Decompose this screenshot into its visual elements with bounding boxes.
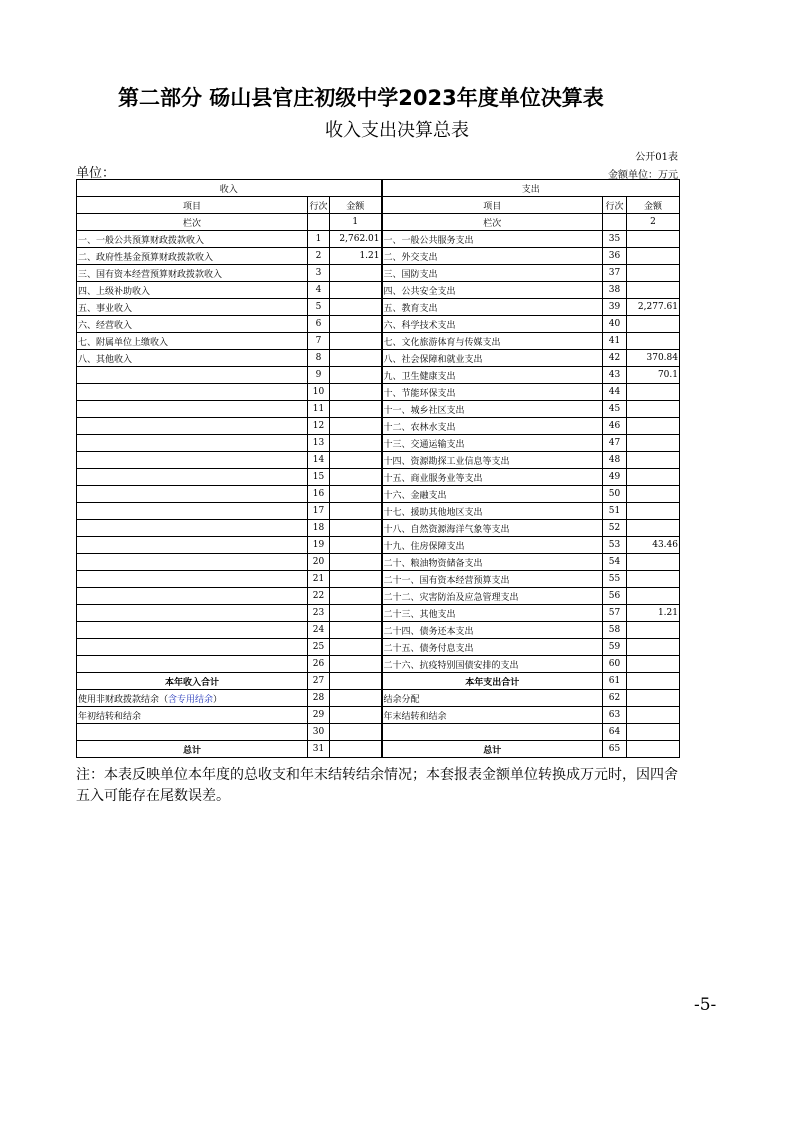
expense-item: 六、科学技术支出 [382,316,603,333]
balance-row [77,707,680,724]
expense-grand-total-label: 总计 [382,741,603,758]
table-row [77,639,680,656]
expense-item: 十一、城乡社区支出 [382,401,603,418]
income-item [77,418,308,435]
income-line: 14 [308,452,330,469]
income-item [77,537,308,554]
expense-grand-total-line: 65 [603,741,627,758]
income-line: 13 [308,435,330,452]
income-amount [330,401,382,418]
table-header-row [77,180,680,197]
income-total-label: 本年收入合计 [77,673,308,690]
nonfiscal-suffix: ） [213,694,223,705]
expense-item: 二、外交支出 [382,248,603,265]
expense-item: 十五、商业服务业等支出 [382,469,603,486]
expense-amount [627,452,680,469]
table-row [77,367,680,384]
income-line: 24 [308,622,330,639]
expense-amount: 370.84 [627,350,680,367]
income-item [77,367,308,384]
income-amount [330,639,382,656]
expense-header: 支出 [382,180,680,197]
expense-amount [627,316,680,333]
income-item [77,520,308,537]
income-amount [330,486,382,503]
income-item [77,605,308,622]
form-number: 公开01表 [635,152,678,163]
income-item [77,622,308,639]
income-line: 10 [308,384,330,401]
income-line: 8 [308,350,330,367]
income-amount [330,299,382,316]
empty-cell [603,214,627,231]
blank-right-line: 64 [603,724,627,741]
income-item-header: 项目 [77,197,308,214]
expense-column-number: 2 [627,214,680,231]
nonfiscal-surplus-row [77,690,680,707]
expense-amount: 2,277.61 [627,299,680,316]
expense-item: 十六、金融支出 [382,486,603,503]
empty-cell [330,741,382,758]
income-amount [330,316,382,333]
page-number: -5- [694,995,717,1015]
empty-cell [627,724,680,741]
table-row [77,588,680,605]
empty-cell [382,724,603,741]
expense-line: 45 [603,401,627,418]
expense-line: 52 [603,520,627,537]
income-amount [330,537,382,554]
income-amount: 2,762.01 [330,231,382,248]
income-header: 收入 [77,180,382,197]
expense-line: 59 [603,639,627,656]
income-amount [330,622,382,639]
expense-item: 二十四、债务还本支出 [382,622,603,639]
table-subtitle: 收入支出决算总表 [325,120,469,141]
expense-line: 58 [603,622,627,639]
income-line: 7 [308,333,330,350]
table-row [77,265,680,282]
expense-item: 二十六、抗疫特别国债安排的支出 [382,656,603,673]
income-item [77,588,308,605]
income-item [77,435,308,452]
expense-item: 九、卫生健康支出 [382,367,603,384]
expense-line: 36 [603,248,627,265]
expense-item: 二十五、债务付息支出 [382,639,603,656]
expense-item: 七、文化旅游体育与传媒支出 [382,333,603,350]
income-amount: 1.21 [330,248,382,265]
income-item [77,656,308,673]
income-amount [330,418,382,435]
expense-line: 49 [603,469,627,486]
expense-amount [627,469,680,486]
table-row [77,571,680,588]
expense-item: 十七、援助其他地区支出 [382,503,603,520]
expense-amount [627,520,680,537]
grand-total-row [77,741,680,758]
expense-amount [627,435,680,452]
income-item: 二、政府性基金预算财政拨款收入 [77,248,308,265]
income-amount [330,656,382,673]
expense-item: 四、公共安全支出 [382,282,603,299]
income-amount [330,350,382,367]
expense-amount: 1.21 [627,605,680,622]
unit-label: 单位： [76,166,116,181]
income-item: 五、事业收入 [77,299,308,316]
expense-total-label: 本年支出合计 [382,673,603,690]
expense-amount [627,656,680,673]
income-total-amount [330,673,382,690]
table-row [77,333,680,350]
expense-line: 50 [603,486,627,503]
nonfiscal-surplus-label [77,690,308,707]
expense-amount [627,588,680,605]
income-item [77,452,308,469]
income-amount [330,452,382,469]
expense-line: 44 [603,384,627,401]
expense-line: 41 [603,333,627,350]
income-amount [330,571,382,588]
income-amount [330,384,382,401]
income-line: 9 [308,367,330,384]
income-amount [330,520,382,537]
income-line: 20 [308,554,330,571]
nonfiscal-line: 28 [308,690,330,707]
income-line: 5 [308,299,330,316]
income-line: 17 [308,503,330,520]
empty-cell [308,214,330,231]
expense-item: 二十一、国有资本经营预算支出 [382,571,603,588]
income-line: 2 [308,248,330,265]
expense-amount [627,282,680,299]
income-total-line: 27 [308,673,330,690]
income-line: 4 [308,282,330,299]
expense-item: 十八、自然资源海洋气象等支出 [382,520,603,537]
income-item [77,401,308,418]
expense-line: 38 [603,282,627,299]
income-line: 19 [308,537,330,554]
expense-amount [627,401,680,418]
expense-item: 十三、交通运输支出 [382,435,603,452]
income-line: 26 [308,656,330,673]
expense-line: 35 [603,231,627,248]
expense-amount-header: 金额 [627,197,680,214]
expense-line: 43 [603,367,627,384]
expense-item: 一、一般公共服务支出 [382,231,603,248]
income-item [77,571,308,588]
money-unit: 金额单位：万元 [608,170,678,181]
expense-line: 51 [603,503,627,520]
expense-line: 56 [603,588,627,605]
income-item [77,554,308,571]
income-item: 七、附属单位上缴收入 [77,333,308,350]
expense-item: 八、社会保障和就业支出 [382,350,603,367]
surplus-distribution-label: 结余分配 [382,690,603,707]
table-row [77,605,680,622]
expense-item: 二十二、灾害防治及应急管理支出 [382,588,603,605]
income-amount [330,265,382,282]
income-line: 15 [308,469,330,486]
expense-amount [627,231,680,248]
empty-cell [627,741,680,758]
expense-item: 五、教育支出 [382,299,603,316]
income-amount [330,469,382,486]
nonfiscal-prefix: 使用非财政拨款结余（ [78,694,169,705]
expense-line: 47 [603,435,627,452]
expense-total-amount [627,673,680,690]
empty-cell [77,724,308,741]
expense-line: 40 [603,316,627,333]
income-item: 六、经营收入 [77,316,308,333]
end-balance-line: 63 [603,707,627,724]
income-item [77,503,308,520]
expense-line: 53 [603,537,627,554]
empty-cell [330,724,382,741]
income-line: 12 [308,418,330,435]
expense-item: 十二、农林水支出 [382,418,603,435]
income-item [77,384,308,401]
table-row [77,486,680,503]
income-column-label: 栏次 [77,214,308,231]
income-line: 16 [308,486,330,503]
expense-line: 42 [603,350,627,367]
income-amount [330,435,382,452]
income-line: 11 [308,401,330,418]
income-amount [330,282,382,299]
table-row [77,248,680,265]
table-row [77,231,680,248]
expense-total-line: 61 [603,673,627,690]
blank-left-line: 30 [308,724,330,741]
blank-row [77,724,680,741]
expense-item: 十、节能环保支出 [382,384,603,401]
expense-item: 十九、住房保障支出 [382,537,603,554]
expense-amount [627,622,680,639]
income-amount [330,503,382,520]
page-title: 第二部分 砀山县官庄初级中学2023年度单位决算表 [118,86,604,110]
income-expense-table [76,179,680,758]
income-item: 三、国有资本经营预算财政拨款收入 [77,265,308,282]
table-row [77,350,680,367]
expense-line-header: 行次 [603,197,627,214]
begin-balance-label: 年初结转和结余 [77,707,308,724]
empty-cell [627,707,680,724]
table-row [77,401,680,418]
table-row [77,469,680,486]
income-line: 1 [308,231,330,248]
expense-line: 37 [603,265,627,282]
expense-item: 二十三、其他支出 [382,605,603,622]
expense-line: 39 [603,299,627,316]
table-row [77,316,680,333]
income-item: 四、上级补助收入 [77,282,308,299]
expense-item: 十四、资源勘探工业信息等支出 [382,452,603,469]
table-row [77,299,680,316]
table-row [77,656,680,673]
income-column-number: 1 [330,214,382,231]
annual-total-row [77,673,680,690]
expense-amount [627,265,680,282]
empty-cell [330,690,382,707]
table-row [77,384,680,401]
income-line: 18 [308,520,330,537]
table-row [77,435,680,452]
income-item [77,639,308,656]
income-line: 25 [308,639,330,656]
income-line: 6 [308,316,330,333]
expense-line: 46 [603,418,627,435]
table-row [77,537,680,554]
expense-line: 60 [603,656,627,673]
table-row [77,418,680,435]
empty-cell [627,690,680,707]
table-row [77,554,680,571]
income-amount [330,367,382,384]
special-surplus-text: 含专用结余 [168,694,214,705]
expense-item: 三、国防支出 [382,265,603,282]
table-row [77,503,680,520]
income-line: 3 [308,265,330,282]
begin-balance-line: 29 [308,707,330,724]
income-amount [330,333,382,350]
income-line-header: 行次 [308,197,330,214]
income-grand-total-label: 总计 [77,741,308,758]
table-row [77,452,680,469]
expense-amount [627,384,680,401]
column-header-row [77,197,680,214]
table-row [77,622,680,639]
expense-item-header: 项目 [382,197,603,214]
income-amount [330,605,382,622]
footnote: 注：本表反映单位本年度的总收支和年末结转结余情况；本套报表金额单位转换成万元时，因四舍五入可能存在尾数误差。 [76,767,678,804]
income-amount [330,588,382,605]
end-balance-label: 年末结转和结余 [382,707,603,724]
table-row [77,282,680,299]
income-item [77,486,308,503]
income-line: 23 [308,605,330,622]
income-item: 八、其他收入 [77,350,308,367]
expense-amount: 70.1 [627,367,680,384]
table-row [77,520,680,537]
expense-amount [627,554,680,571]
income-amount-header: 金额 [330,197,382,214]
expense-line: 48 [603,452,627,469]
income-grand-total-line: 31 [308,741,330,758]
expense-item: 二十、粮油物资储备支出 [382,554,603,571]
income-line: 22 [308,588,330,605]
surplus-distribution-line: 62 [603,690,627,707]
expense-amount [627,248,680,265]
column-index-row [77,214,680,231]
income-item [77,469,308,486]
income-item: 一、一般公共预算财政拨款收入 [77,231,308,248]
expense-amount [627,639,680,656]
expense-amount [627,503,680,520]
expense-line: 55 [603,571,627,588]
expense-line: 54 [603,554,627,571]
expense-amount: 43.46 [627,537,680,554]
income-amount [330,554,382,571]
expense-line: 57 [603,605,627,622]
empty-cell [330,707,382,724]
expense-column-label: 栏次 [382,214,603,231]
expense-amount [627,418,680,435]
income-line: 21 [308,571,330,588]
expense-amount [627,333,680,350]
expense-amount [627,486,680,503]
expense-amount [627,571,680,588]
